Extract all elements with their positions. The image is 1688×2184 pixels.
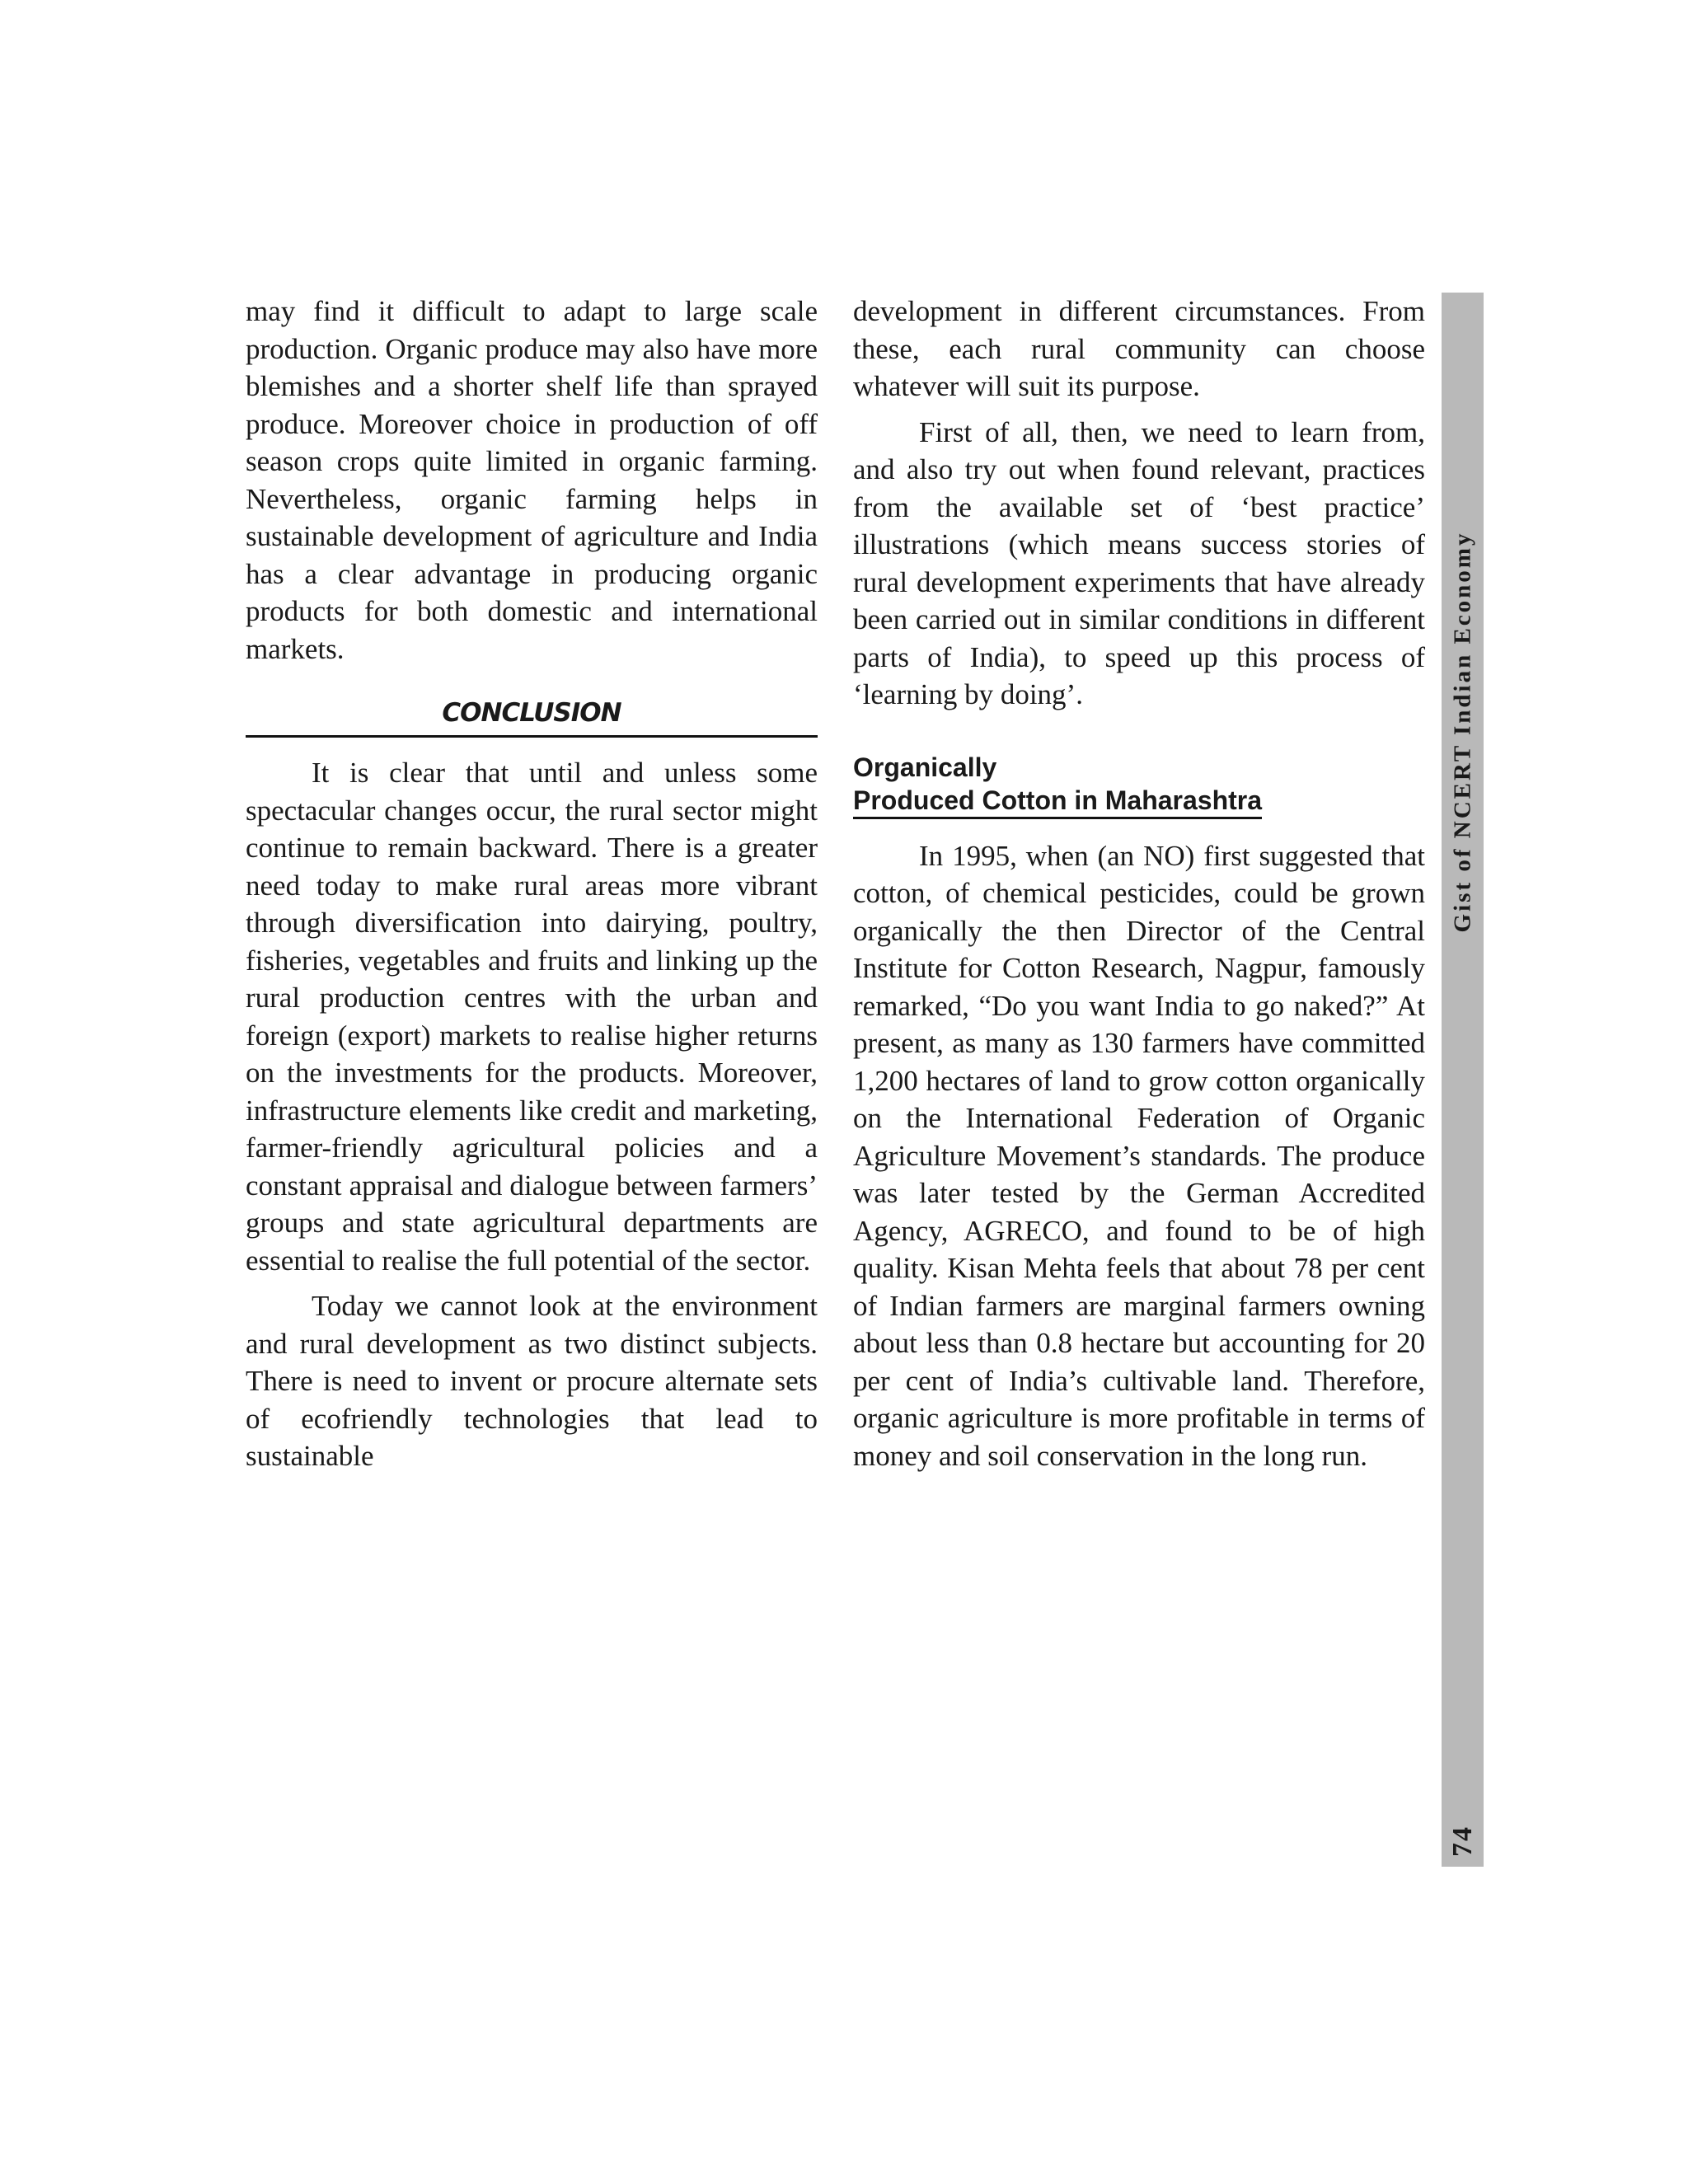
side-bar bbox=[1442, 293, 1484, 1867]
body-paragraph: In 1995, when (an NO) first suggested that cotton, of chemical pesticides, could be grown organically the then Director of the Central Institute for Cotton Research, Nagpur, famously remarked, “Do you want India to go naked?” At present, as many as 130 farmers have committed 1,200 hectares of land to grow cotton organically on the International Federation of Organic Agriculture Movement’s standards. The produce was later tested by the German Accredited Agency, AGRECO, and found to be of high quality. Kisan Mehta feels that about 78 per cent of Indian farmers are marginal farmers owning about less than 0.8 hectare but accounting for 20 per cent of India’s cultivable land. Therefore, organic agriculture is more profitable in terms of money and soil conservation in the long run. bbox=[853, 839, 1425, 1472]
body-paragraph: Today we cannot look at the environment and rural development as two distinct subjects. There is need to invent or procure alternate sets of ecofriendly technologies that lead to sustainable bbox=[246, 1290, 818, 1472]
running-title-text: Gist of NCERT Indian Economy bbox=[1449, 531, 1476, 933]
left-column bbox=[246, 293, 818, 1483]
body-paragraph: First of all, then, we need to learn from, and also try out when found relevant, practices from the available set of ‘best practice’ illustrations (which means success stories of rural development experiments that have already been carried out in similar conditions in different parts of India), to speed up this process of ‘learning by doing’. bbox=[853, 415, 1425, 710]
case-study-heading bbox=[853, 751, 1425, 819]
case-study-heading-line2: Produced Cotton in Maharashtra bbox=[853, 784, 1262, 819]
body-paragraph: It is clear that until and unless some spectacular changes occur, the rural sector might continue to remain backward. There is a greater need today to make rural areas more vibrant through diversification into dairying, poultry, fisheries, vegetables and fruits and linking up the rural production centres with the urban and foreign (export) markets to realise higher returns on the investments for the products. Moreover, infrastructure elements like credit and marketing, farmer-friendly agricultural policies and a constant appraisal and dialogue between farmers’ groups and state agricultural departments are essential to realise the full potential of the sector. bbox=[246, 757, 818, 1277]
conclusion-heading: CONCLUSION bbox=[246, 692, 818, 738]
page-number-text: 74 bbox=[1447, 1825, 1478, 1857]
case-study-heading-line1: Organically bbox=[853, 752, 997, 782]
body-paragraph: development in different circumstances. From these, each rural community can choose whatever will suit its purpose. bbox=[853, 295, 1425, 402]
right-column bbox=[853, 293, 1425, 1483]
body-paragraph: may find it difficult to adapt to large scale production. Organic produce may also have more blemishes and a shorter shelf life than sprayed produce. Moreover choice in production of off season crops quite limited in organic farming. Nevertheless, organic farming helps in sustainable development of agriculture and India has a clear advantage in producing organic products for both domestic and international markets. bbox=[246, 295, 818, 665]
